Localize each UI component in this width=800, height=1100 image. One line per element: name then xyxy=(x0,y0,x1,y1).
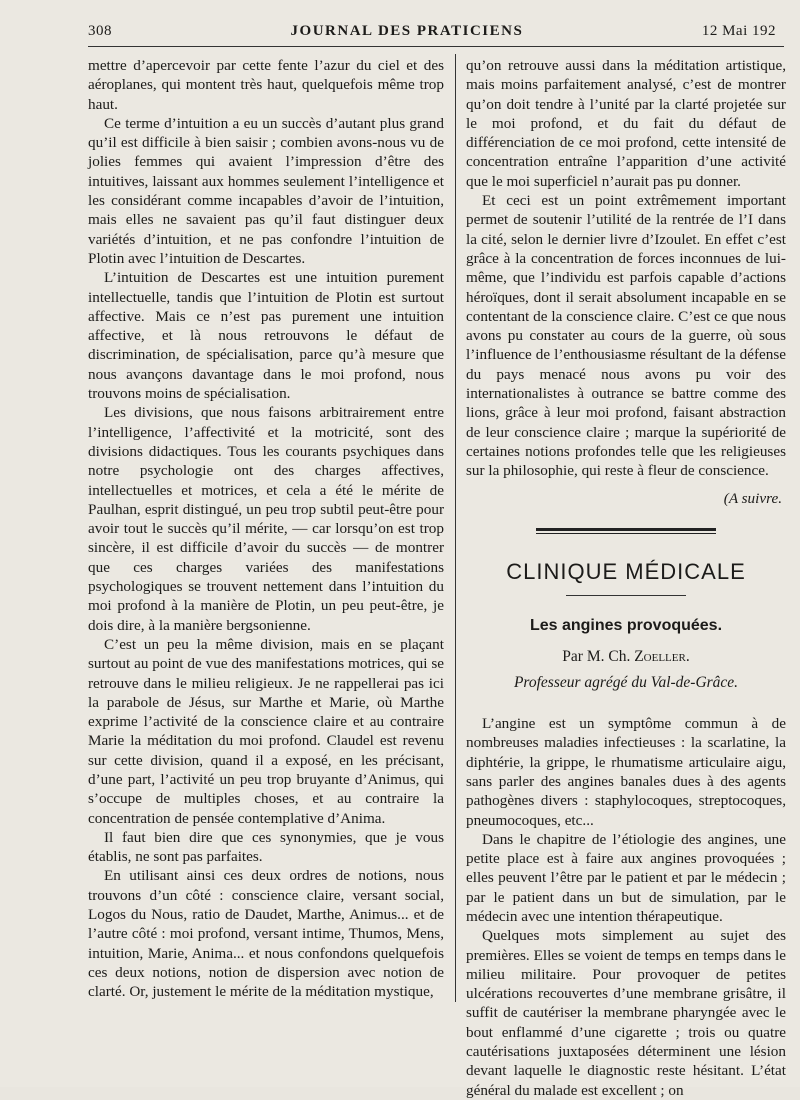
left-paragraph: Les divisions, que nous faisons arbitrairement entre l’intelligence, l’affectivité et la motricité, sont des divisions didactiques. Tous les courants psychiques dans notre psychologie ont des charges affectives, intellectuelles et motrices, et cela a été le mérite de Paulhan, esprit distingué, un peu trop subtil peut-être pour avoir tout le succès qu’il mérite, — car lorsqu’on est trop sincère, il est difficile d’avoir du succès — de montrer que ces charges variées des manifestations psychologiques se trouvent nettement dans l’intuition du moi profond à la manière de Plotin, un peu peut-être, je dois dire, à la manière bergsonienne. xyxy=(88,404,444,634)
section-divider xyxy=(536,528,716,534)
column-divider xyxy=(455,54,456,1002)
left-paragraph: L’intuition de Descartes est une intuition purement intellectuelle, tandis que l’intuition de Plotin est surtout affective. Mais ce n’est pas purement une intuition affective, et là nous retrouvons le défaut de discrimination, de spécialisation, parce qu’à mesure que nous avançons davantage dans le moi profond, nous trouvons moins de spécialisation. xyxy=(88,269,444,403)
right-column xyxy=(466,56,786,1100)
left-paragraph: En utilisant ainsi ces deux ordres de notions, nous trouvons d’un côté : conscience claire, versant social, Logos du Nous, ratio de Daudet, Marthe, Animus... et de l’autre côté : moi profond, versant intime, Thumos, Mens, intuition, Marie, Anima... et nous confondons quelquefois ces deux notions, notion de dispersion avec notion de clarté. Or, justement le mérite de la méditation mystique, xyxy=(88,867,444,1001)
left-paragraph: mettre d’apercevoir par cette fente l’azur du ciel et des aéroplanes, qui montent très haut, quelquefois même trop haut. xyxy=(88,57,444,113)
to-be-continued: (A suivre. xyxy=(723,489,782,507)
journal-title: JOURNAL DES PRATICIENS xyxy=(290,23,524,39)
page-header xyxy=(88,14,776,40)
article-title: Les angines provoquées. xyxy=(529,617,723,635)
section-title: CLINIQUE MÉDICALE xyxy=(506,558,746,584)
author-prefix: Par M. Ch. xyxy=(562,648,631,666)
article-paragraph: L’angine est un symptôme commun à de nombreuses maladies infectieuses : la scarlatine, la diphtérie, la grippe, le rhumatisme articulaire aigu, sans parler des angines banales dues à des agents pathogènes divers : staphylocoques, streptocoques, pneumocoques, etc... xyxy=(466,715,786,829)
left-paragraph: C’est un peu la même division, mais en se plaçant surtout au point de vue des manifestations motrices, qui se retrouve dans le milieu religieux. Je ne rappellerai pas ici la parabole de Jésus, sur Marthe et Marie, où Marthe exprime l’activité de la conscience claire et au contraire Marie la méditation du moi profond. Claudel est revenu sur cette division, quand il a exposé, en les précisant, d’une part, l’activité un peu trop bruyante d’Animus, qui s’occupe de multiples choses, et au contraire la concentration de pensée contemplative d’Anima. xyxy=(88,635,444,827)
article-paragraph: Dans le chapitre de l’étiologie des angines, une petite place est à faire aux angines provoquées ; elles peuvent l’être par le patient et par le médecin ; par le patient dans un but de simulation, par le médecin avec une intention thérapeutique. xyxy=(466,830,786,925)
title-rule xyxy=(566,595,686,596)
right-paragraph: qu’on retrouve aussi dans la méditation artistique, mais moins parfaitement analysé, c’est de montrer qu’on doit tendre à l’unité par la clarté projetée sur le moi profond, et du fait du défaut de différenciation de ce moi profond, cette intensité de concentration entraîne l’apparition d’une activité que le moi superficiel n’aurait pas pu donner. xyxy=(466,57,786,190)
author-name: Zoeller. xyxy=(634,648,690,666)
right-paragraph: Et ceci est un point extrêmement important permet de soutenir l’utilité de la rentrée de l’I dans la cité, selon le dernier livre d’Izoulet. En effet c’est grâce à la concentration de forces inconnues de lui-même, que l’individu est parfois capable d’actions héroïques, dont il serait absolument incapable en se contentant de la conscience claire. C’est ce que nous avons pu constater au cours de la guerre, où sous l’influence de l’enthousiasme résultant de la défense du pays menacé nous avons pu voir des internationalistes à outrance se battre comme des lions, grâce à leur moi profond, faisant abstraction de leur conscience claire ; marque la supériorité de certaines notions profondes telle que les religieuses sur la philosophie, qui reste à fleur de conscience. xyxy=(466,192,786,480)
page-number: 308 xyxy=(88,23,112,39)
article-body xyxy=(466,714,786,1100)
header-rule xyxy=(88,46,784,47)
left-paragraph: Ce terme d’intuition a eu un succès d’autant plus grand qu’il est difficile à bien saisir ; combien avons-nous vu de jolies femmes qui avaient l’impression d’être des intuitives, laissant aux hommes seulement l’intelligence et les considérant comme incapables d’avoir de l’intuition, mais elles ne savaient pas qu’il faut distinguer deux variétés d’intuition, et ne pas confondre l’intuition de Plotin avec l’intuition de Descartes. xyxy=(88,114,444,267)
left-paragraph: Il faut bien dire que ces synonymies, que je vous établis, ne sont pas parfaites. xyxy=(88,828,444,866)
issue-date: 12 Mai 192 xyxy=(701,23,776,39)
article-paragraph: Quelques mots simplement au sujet des premières. Elles se voient de temps en temps dans le milieu militaire. Pour provoquer de petites ulcérations recouvertes d’une membrane grisâtre, il suffit de cautériser la membrane pharyngée avec le bout enflammé d’une cigarette ; trois ou quatre cautérisations juxtaposées déterminent une lésion devant laquelle le diagnostic reste hésitant. L’état général du malade est excellent ; on xyxy=(466,927,786,1099)
article-author xyxy=(466,647,786,666)
left-column xyxy=(88,56,444,1002)
author-affiliation: Professeur agrégé du Val-de-Grâce. xyxy=(513,673,739,691)
